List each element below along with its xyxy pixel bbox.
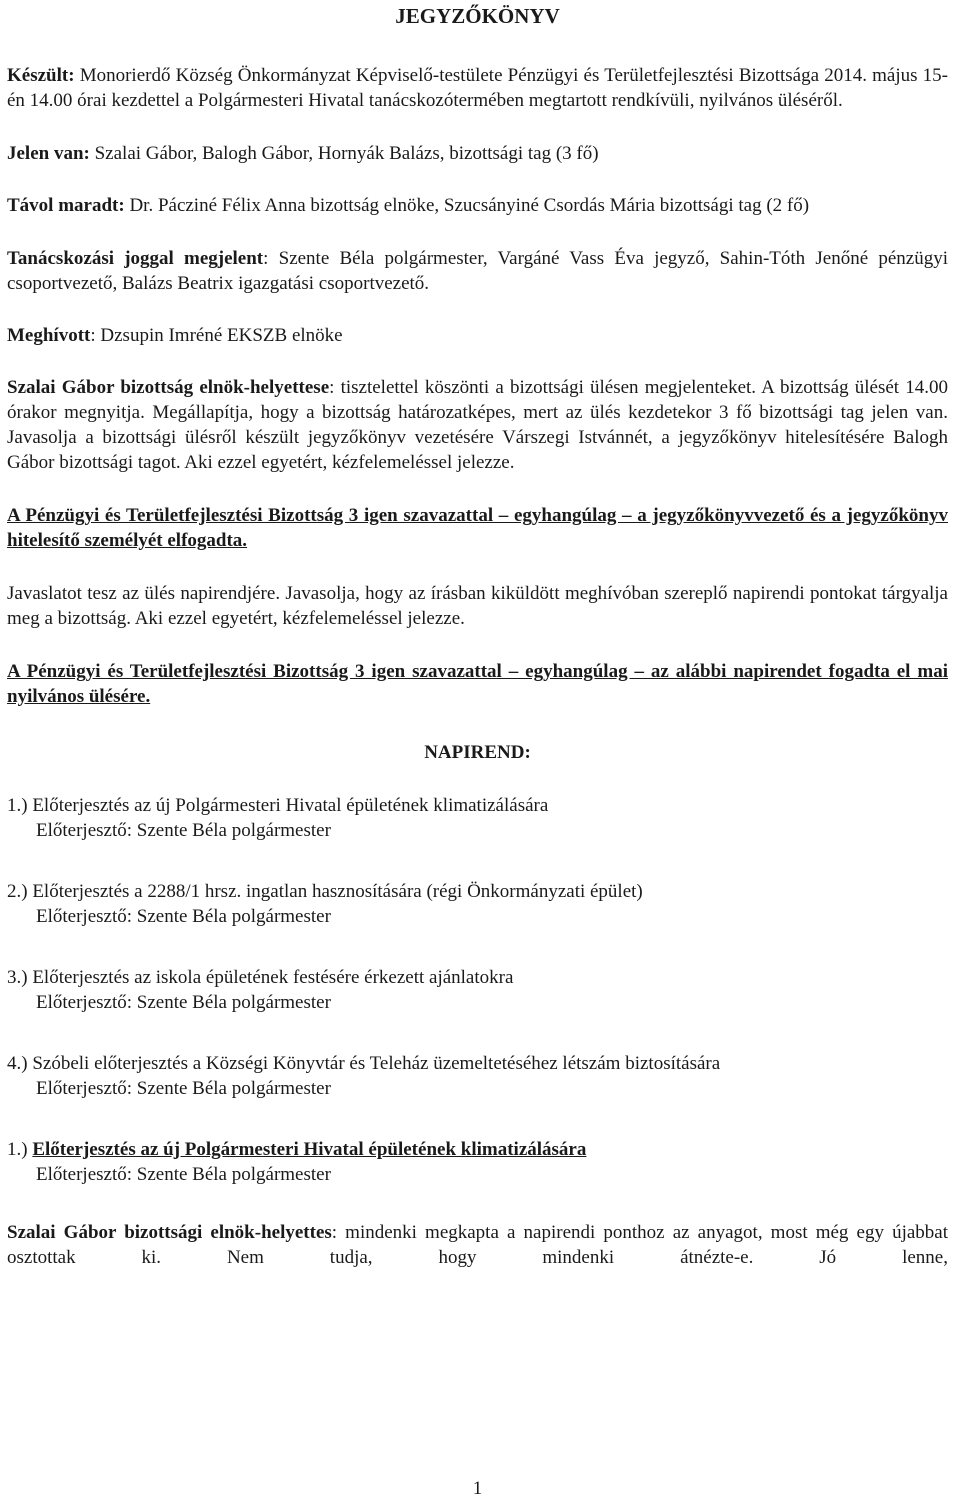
agenda-item-title (7, 793, 948, 818)
discussion-label: Szalai Gábor bizottsági elnök-helyettes (7, 1222, 332, 1243)
invited-text: : Dzsupin Imréné EKSZB elnöke (90, 325, 343, 346)
agenda-item-3 (7, 965, 948, 1015)
agenda-heading: NAPIREND: (424, 742, 531, 763)
agenda-item-presenter: Előterjesztő: Szente Béla polgármester (36, 820, 331, 841)
resolution-2: A Pénzügyi és Területfejlesztési Bizottság 3 igen szavazattal – egyhangúlag – az alábbi napirendet fogadta el mai nyilvános ülésére. (7, 661, 948, 707)
resolution-1: A Pénzügyi és Területfejlesztési Bizottság 3 igen szavazattal – egyhangúlag – a jegyzőkönyvvezető és a jegyzőkönyv hitelesítő személyét elfogadta. (7, 505, 948, 551)
agenda-item-title (7, 965, 948, 990)
agenda-item-2 (7, 879, 948, 929)
present-paragraph (7, 141, 948, 166)
agenda-item-1 (7, 793, 948, 843)
agenda-item-presenter: Előterjesztő: Szente Béla polgármester (36, 906, 331, 927)
agenda-item-title (7, 1051, 948, 1076)
advisory-label: Tanácskozási joggal megjelent (7, 248, 264, 269)
item1-number: 1.) (7, 1139, 33, 1160)
item1-heading (7, 1137, 948, 1162)
agenda-item-title (7, 879, 948, 904)
opening-paragraph (7, 375, 948, 475)
agenda-item-number: 1.) (7, 795, 33, 816)
absent-text: Dr. Pácziné Félix Anna bizottság elnöke, Szucsányiné Csordás Mária bizottsági tag (2 fő) (124, 195, 810, 216)
agenda-item-number: 3.) (7, 967, 33, 988)
agenda-item-text: Előterjesztés az iskola épületének festésére érkezett ajánlatokra (32, 967, 514, 988)
document-page (7, 0, 948, 1500)
invited-paragraph (7, 323, 948, 348)
absent-paragraph (7, 193, 948, 218)
opening-label: Szalai Gábor bizottság elnök-helyettese (7, 377, 330, 398)
agenda-item-number: 4.) (7, 1053, 33, 1074)
page-number: 1 (472, 1478, 483, 1499)
item1-title: Előterjesztés az új Polgármesteri Hivatal épületének klimatizálására (32, 1139, 587, 1160)
agenda-proposal-paragraph: Javaslatot tesz az ülés napirendjére. Javasolja, hogy az írásban kiküldött meghívóban szereplő napirendi pontokat tárgyalja meg a bizottság. Aki ezzel egyetért, kézfelemeléssel jelezze. (7, 583, 948, 629)
invited-label: Meghívott (7, 325, 91, 346)
absent-label: Távol maradt: (7, 195, 125, 216)
intro-label: Készült: (7, 65, 75, 86)
agenda-item-presenter: Előterjesztő: Szente Béla polgármester (36, 1078, 331, 1099)
agenda-item-text: Előterjesztés az új Polgármesteri Hivatal épületének klimatizálására (32, 795, 549, 816)
present-text: Szalai Gábor, Balogh Gábor, Hornyák Balázs, bizottsági tag (3 fő) (89, 143, 599, 164)
advisory-paragraph (7, 246, 948, 296)
item1-presenter: Előterjesztő: Szente Béla polgármester (36, 1164, 331, 1185)
agenda-item-text: Előterjesztés a 2288/1 hrsz. ingatlan hasznosítására (régi Önkormányzati épület) (32, 881, 643, 902)
intro-paragraph (7, 63, 948, 113)
agenda-item-presenter: Előterjesztő: Szente Béla polgármester (36, 992, 331, 1013)
item1-section (7, 1137, 948, 1187)
opening-text: : tisztelettel köszönti a bizottsági ülésen megjelenteket. A bizottság ülését 14.00 órakor megnyitja. Megállapítja, hogy a bizottság határozatképes, mert az ülés kezdetekor 3 fő bizottsági tag jelen van. Javasolja a bizottsági ülésről készült jegyzőkönyv vezetésére Várszegi Istvánnét, a jegyzőkönyv hitelesítésére Balogh Gábor bizottsági tagot. Aki ezzel egyetért, kézfelemeléssel jelezze. (7, 377, 948, 473)
document-title: JEGYZŐKÖNYV (395, 4, 560, 28)
agenda-item-text: Szóbeli előterjesztés a Községi Könyvtár és Teleház üzemeltetéséhez létszám biztosítására (32, 1053, 721, 1074)
intro-text: Monorierdő Község Önkormányzat Képviselő-testülete Pénzügyi és Területfejlesztési Bizottsága 2014. május 15-én 14.00 órai kezdettel a Polgármesteri Hivatal tanácskozótermében megtartott rendkívüli, nyilvános üléséről. (7, 65, 948, 111)
present-label: Jelen van: (7, 143, 90, 164)
agenda-item-number: 2.) (7, 881, 33, 902)
agenda-item-4 (7, 1051, 948, 1101)
advisory-text: : Szente Béla polgármester, Vargáné Vass Éva jegyző, Sahin-Tóth Jenőné pénzügyi csoportvezető, Balázs Beatrix igazgatási csoportvezető. (7, 248, 948, 294)
agenda-list (7, 793, 948, 1101)
discussion-text: : mindenki megkapta a napirendi ponthoz az anyagot, most még egy újabbat osztottak ki. Nem tudja, hogy mindenki átnézte-e. Jó lenne, (7, 1222, 948, 1268)
discussion-paragraph (7, 1220, 948, 1270)
